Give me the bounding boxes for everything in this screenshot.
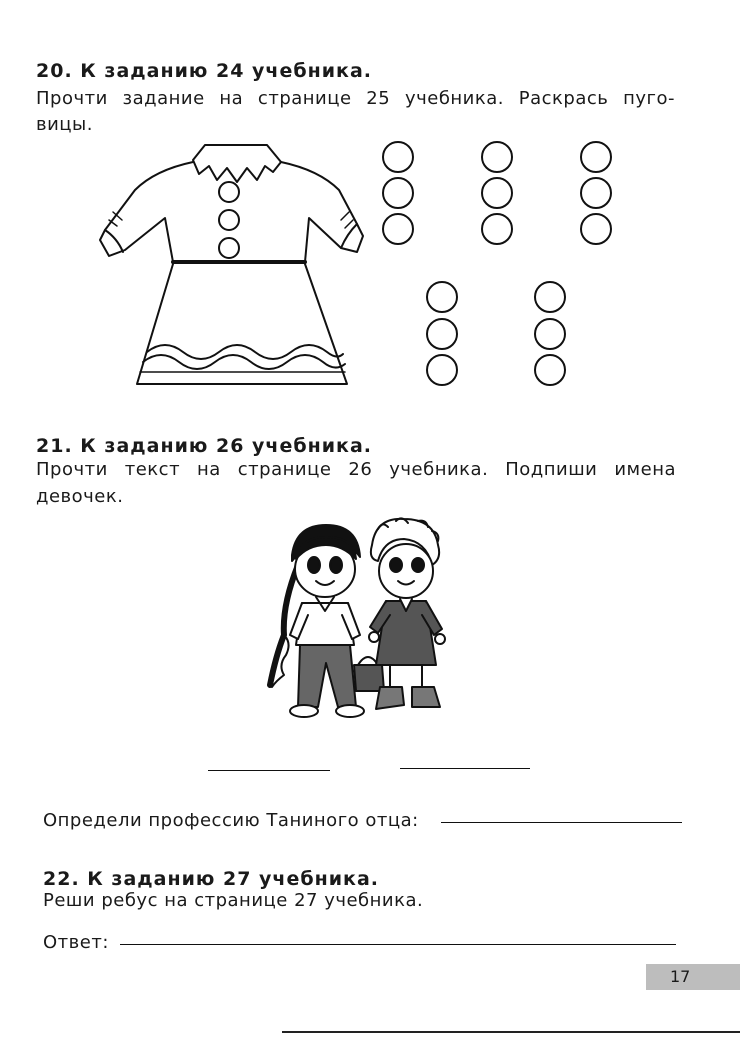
task-21-text-line1: Прочти текст на странице 26 учебника. Подпиши имена <box>36 459 676 480</box>
dress-drawing <box>95 140 375 400</box>
bottom-rule <box>282 1031 740 1033</box>
answer-label: Ответ: <box>43 932 109 953</box>
task-20-text-line2: вицы. <box>36 114 93 135</box>
page-number: 17 <box>646 964 740 990</box>
profession-question: Определи профессию Таниного отца: <box>43 810 419 831</box>
task-20-text-line1: Прочти задание на странице 25 учебника. Раскрась пуго- <box>36 88 675 109</box>
profession-answer-line[interactable] <box>441 822 682 823</box>
task-22-text: Реши ребус на странице 27 учебника. <box>43 890 424 911</box>
task-21-text-line2: девочек. <box>36 486 124 507</box>
task-21-title: 21. К заданию 26 учебника. <box>36 435 372 457</box>
two-girls-drawing <box>262 515 462 725</box>
task-20-title: 20. К заданию 24 учебника. <box>36 60 372 82</box>
answer-line[interactable] <box>120 944 676 945</box>
button-circles <box>378 140 638 390</box>
girl-1-name-line[interactable] <box>208 770 330 771</box>
girl-2-name-line[interactable] <box>400 768 530 769</box>
task-22-title: 22. К заданию 27 учебника. <box>43 868 379 890</box>
